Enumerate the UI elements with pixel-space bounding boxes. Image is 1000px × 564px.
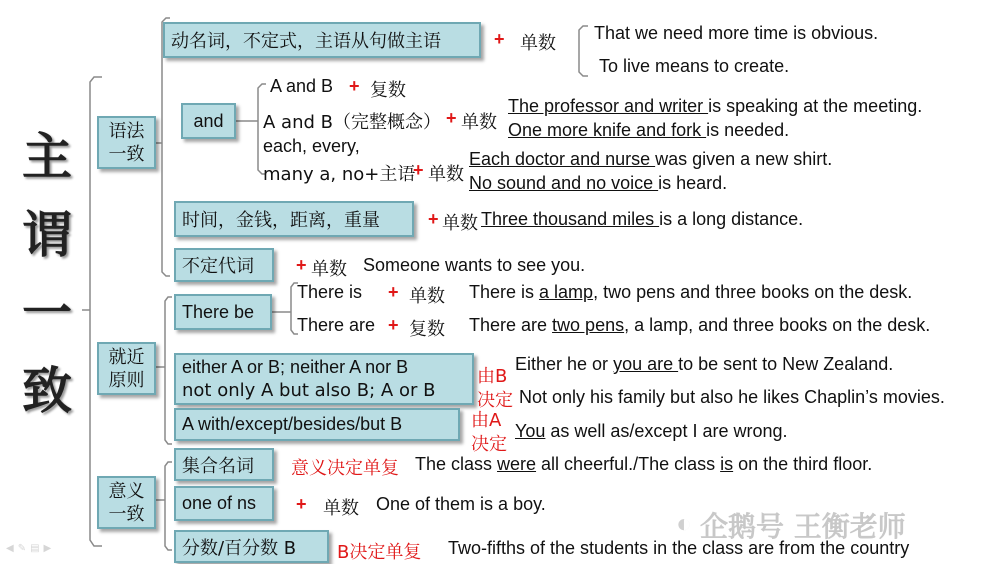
- example-text: [515, 421, 788, 442]
- title-char: 致: [22, 362, 72, 420]
- decision-label: 决定: [477, 390, 513, 411]
- example-subject: No sound and no voice: [469, 173, 659, 193]
- category-line: 语法: [108, 120, 145, 142]
- example-text: [515, 354, 893, 375]
- rule-box-time-money: 时间，金钱，距离，重量: [174, 201, 414, 237]
- rule-box-fraction: 分数/百分数 B: [174, 530, 329, 563]
- plus-sign: +: [296, 494, 307, 514]
- rule-label: each, every,: [263, 136, 360, 156]
- example-text: [508, 120, 789, 141]
- number-label: 单数: [311, 259, 347, 280]
- plus-sign: +: [296, 255, 307, 275]
- example-rest: Either he or: [515, 354, 614, 374]
- category-meaning: [97, 476, 156, 529]
- example-text: [469, 315, 930, 336]
- plus-sign: +: [428, 209, 439, 229]
- example-rest: is heard.: [658, 173, 728, 193]
- rule-label: A and B: [270, 76, 334, 96]
- example-text: [508, 96, 922, 117]
- category-line: 意义: [108, 480, 145, 502]
- example-text: To live means to create.: [599, 56, 790, 76]
- number-label: 复数: [370, 80, 406, 101]
- category-line: 原则: [108, 369, 145, 391]
- decision-label: 决定: [471, 434, 507, 455]
- rule-box-there-be: There be: [174, 294, 272, 330]
- rule-label: There is: [297, 282, 363, 302]
- example-rest: all cheerful./The class: [536, 454, 721, 474]
- decision-label: 由A: [471, 410, 502, 431]
- prev-slide-icon[interactable]: ◀: [6, 543, 18, 554]
- example-text: [415, 454, 872, 475]
- example-subject: is: [720, 454, 734, 474]
- slide-nav-controls[interactable]: [6, 543, 55, 554]
- pen-icon[interactable]: ✎: [17, 543, 31, 554]
- example-rest: There are: [469, 315, 553, 335]
- rule-box-gerund-infinitive: 动名词，不定式，主语从句做主语: [163, 22, 481, 58]
- number-label: 单数: [520, 33, 556, 54]
- rule-box-and: and: [181, 103, 236, 139]
- example-rest: on the third floor.: [733, 454, 873, 474]
- category-line: 一致: [108, 503, 145, 525]
- example-text: [469, 282, 912, 303]
- next-slide-icon[interactable]: ▶: [43, 543, 56, 554]
- example-rest: There is: [469, 282, 540, 302]
- rule-box-line: not only A but also B; A or B: [182, 380, 436, 401]
- title-char: 主: [22, 128, 72, 186]
- title-char: 一: [22, 284, 72, 342]
- example-subject: you are: [613, 354, 679, 374]
- menu-icon[interactable]: ▤: [30, 543, 44, 554]
- watermark: 企鹅号 王衡老师: [700, 510, 906, 543]
- example-text: Someone wants to see you.: [363, 255, 586, 275]
- penguin-logo-icon: ◐: [676, 508, 692, 538]
- example-text: That we need more time is obvious.: [594, 23, 879, 43]
- example-text: Two-fifths of the students in the class are from the country: [448, 538, 910, 558]
- example-rest: , two pens and three books on the desk.: [593, 282, 913, 302]
- rule-box-collective-noun: 集合名词: [174, 448, 274, 481]
- example-rest: is a long distance.: [659, 209, 804, 229]
- example-text: [469, 173, 727, 194]
- plus-sign: +: [388, 282, 399, 302]
- main-title: [17, 118, 77, 430]
- rule-label: A and B（完整概念）: [263, 112, 441, 133]
- example-subject: a lamp: [539, 282, 594, 302]
- decision-label: 由B: [477, 366, 508, 387]
- rule-box-with-except: A with/except/besides/but B: [174, 408, 460, 441]
- number-label: 单数: [323, 498, 359, 519]
- example-text: [469, 149, 832, 170]
- plus-sign: +: [446, 108, 457, 128]
- rule-box-indefinite-pronoun: 不定代词: [174, 248, 274, 282]
- category-proximity: [97, 342, 156, 395]
- example-text: Not only his family but also he likes Chaplin’s movies.: [519, 387, 945, 407]
- example-rest: is speaking at the meeting.: [708, 96, 923, 116]
- example-subject: Each doctor and nurse: [469, 149, 656, 169]
- number-label: 单数: [461, 112, 497, 133]
- category-grammar: [97, 116, 156, 169]
- plus-sign: +: [413, 160, 424, 180]
- example-rest: The class: [415, 454, 498, 474]
- rule-label: many a, no+主语: [263, 164, 416, 185]
- number-label: 复数: [409, 319, 445, 340]
- example-text: One of them is a boy.: [376, 494, 546, 514]
- example-rest: was given a new shirt.: [655, 149, 833, 169]
- plus-sign: +: [388, 315, 399, 335]
- example-rest: is needed.: [706, 120, 790, 140]
- example-subject: were: [497, 454, 537, 474]
- example-rest: to be sent to New Zealand.: [678, 354, 894, 374]
- category-line: 一致: [108, 143, 145, 165]
- title-char: 谓: [22, 206, 72, 264]
- number-label: 单数: [442, 213, 478, 234]
- example-subject: You: [515, 421, 546, 441]
- rule-box-one-of-ns: one of ns: [174, 486, 274, 521]
- rule-box-either-or: [174, 353, 474, 405]
- example-subject: One more knife and fork: [508, 120, 707, 140]
- plus-sign: +: [349, 76, 360, 96]
- example-rest: as well as/except I are wrong.: [545, 421, 788, 441]
- example-rest: , a lamp, and three books on the desk.: [624, 315, 931, 335]
- rule-label: There are: [297, 315, 376, 335]
- category-line: 就近: [108, 346, 145, 368]
- example-subject: The professor and writer: [508, 96, 709, 116]
- number-label: 单数: [428, 164, 464, 185]
- meaning-note: B决定单复: [337, 542, 422, 563]
- example-subject: Three thousand miles: [481, 209, 660, 229]
- example-subject: two pens: [552, 315, 625, 335]
- rule-box-line: either A or B; neither A nor B: [182, 357, 409, 377]
- number-label: 单数: [409, 286, 445, 307]
- plus-sign: +: [494, 29, 505, 49]
- meaning-note: 意义决定单复: [291, 458, 399, 479]
- example-text: [481, 209, 803, 230]
